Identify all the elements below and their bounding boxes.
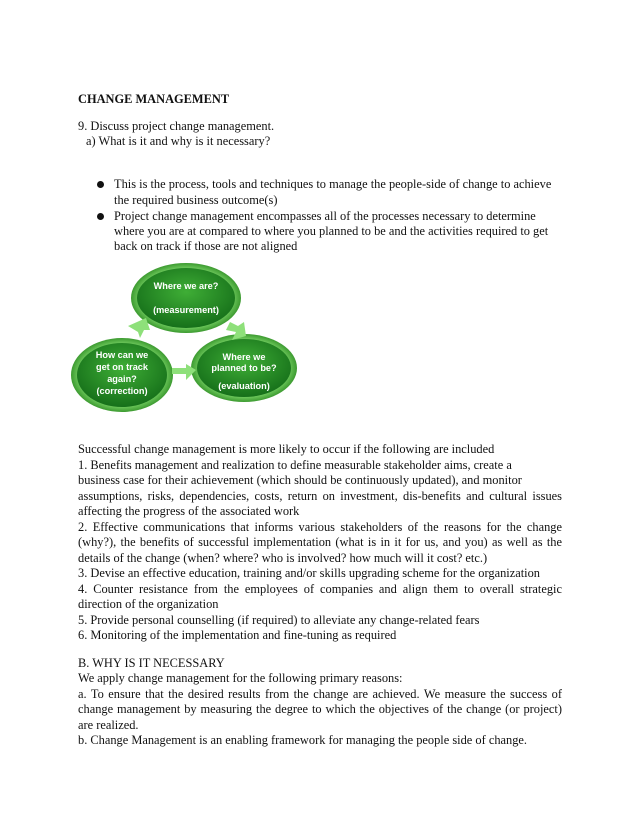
s2-line-a2: change management by measuring the degree to which the objectives of the change (or project) [78, 702, 562, 716]
node-left-line4: (correction) [96, 386, 148, 396]
s2-heading: B. WHY IS IT NECESSARY [78, 656, 225, 670]
node-left-line3: again? [107, 374, 137, 384]
s2-line-a3: are realized. [78, 718, 139, 732]
document-heading: CHANGE MANAGEMENT [78, 92, 230, 106]
arrow-up-icon [128, 318, 150, 338]
s1-line-2b: (why?), the benefits of successful implementation (what is in it for us, and you) as well as the [78, 535, 562, 549]
node-left-line2: get on track [95, 362, 149, 372]
s1-line-3: 3. Devise an effective education, training and/or skills upgrading scheme for the organization [78, 566, 540, 580]
s1-line-1d: affecting the progress of the associated work [78, 504, 300, 518]
node-left-line1: How can we [95, 350, 149, 360]
bullet-1-line-2: the required business outcome(s) [114, 193, 278, 207]
s1-line-6: 6. Monitoring of the implementation and fine-tuning as required [78, 628, 397, 642]
bullet-2-line-2: where you are at compared to where you planned to be and the activities required to get [114, 224, 549, 238]
question-sub-a: a) What is it and why is it necessary? [86, 134, 271, 148]
bullet-2-line-3: back on track if those are not aligned [114, 239, 298, 253]
s1-line-4a: 4. Counter resistance from the employees of companies and align them to overall strategic [78, 582, 562, 596]
s2-intro: We apply change management for the following primary reasons: [78, 671, 403, 685]
s1-line-2a: 2. Effective communications that informs various stakeholders of the reasons for the change [78, 520, 562, 534]
s1-line-1b: business case for their achievement (which should be continuously updated), and monitor [78, 473, 522, 487]
s1-line-intro: Successful change management is more likely to occur if the following are included [78, 442, 495, 456]
node-right-line3: (evaluation) [218, 381, 270, 391]
question-number: 9. Discuss project change management. [78, 119, 275, 133]
s2-line-a1: a. To ensure that the desired results from the change are achieved. We measure the success of [78, 687, 562, 701]
s1-line-2c: details of the change (when? where? who is involved? how much will it cost? etc.) [78, 551, 488, 565]
s2-line-b: b. Change Management is an enabling framework for managing the people side of change. [78, 733, 528, 747]
node-top-line2: (measurement) [153, 305, 219, 315]
s1-line-4b: direction of the organization [78, 597, 219, 611]
bullet-2-line-1: Project change management encompasses all of the processes necessary to determine [114, 209, 536, 223]
node-top-line1: Where we are? [153, 281, 219, 291]
node-right-line1: Where we [222, 352, 266, 362]
node-right-line2: planned to be? [211, 363, 277, 373]
bullet-1-line-1: This is the process, tools and techniques to manage the people-side of change to achieve [114, 177, 552, 191]
s1-line-1a: 1. Benefits management and realization to define measurable stakeholder aims, create a [78, 458, 512, 472]
s1-line-5: 5. Provide personal counselling (if required) to alleviate any change-related fears [78, 613, 480, 627]
s1-line-1c: assumptions, risks, dependencies, costs, return on investment, dis-benefits and cultural issues [78, 489, 562, 503]
